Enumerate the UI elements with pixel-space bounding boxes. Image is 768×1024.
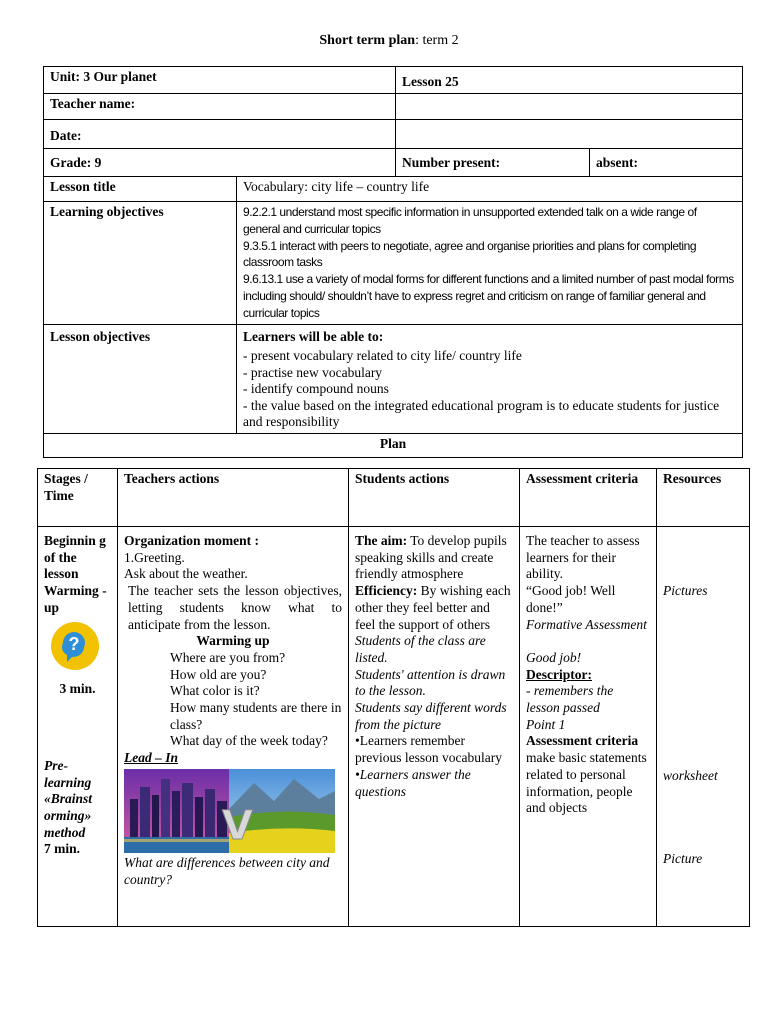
good-job-text: Good job! xyxy=(526,649,582,665)
learning-objective: 9.6.13.1 use a variety of modal forms for different functions and a limited number of past modal forms including should/ shouldn’t have to express regret and criticism on range of familiar general and curricular topics xyxy=(243,272,734,320)
lesson-cell: Lesson 25 xyxy=(396,67,743,94)
formative-assessment: Formative Assessment xyxy=(526,616,647,632)
plan-table xyxy=(37,468,750,927)
students-actions-cell xyxy=(349,527,520,927)
lesson-objective: - present vocabulary related to city life/ country life xyxy=(243,348,522,364)
student-note: Students of the class are listed. xyxy=(355,633,486,665)
warming-question: How many students are there in class? xyxy=(170,700,342,732)
student-note: Students' attention is drawn to the lesson. xyxy=(355,666,506,699)
greeting-text: 1.Greeting. xyxy=(124,549,185,565)
assessment-praise: “Good job! Well done!” xyxy=(526,583,616,615)
date-cell: Date: xyxy=(44,120,396,149)
warming-question: How old are you? xyxy=(170,666,267,682)
assessment-criteria-heading: Assessment criteria xyxy=(526,733,639,749)
lesson-objective: - the value based on the integrated educational program is to educate students for justice and responsibility xyxy=(243,397,720,430)
col-header-teachers: Teachers actions xyxy=(118,469,349,527)
warming-question: What color is it? xyxy=(170,683,260,699)
lead-in-heading: Lead – In xyxy=(124,750,178,766)
col-header-students: Students actions xyxy=(349,469,520,527)
lesson-objectives-label: Lesson objectives xyxy=(44,324,237,433)
resource-item: worksheet xyxy=(663,767,718,783)
stage-pre-learning-time: 7 min. xyxy=(44,841,81,857)
objectives-text: The teacher sets the lesson objectives, letting students know what to anticipate from the lesson. xyxy=(128,583,342,632)
assessment-cell xyxy=(520,527,657,927)
teacher-name-value xyxy=(396,94,743,120)
organization-heading: Organization moment : xyxy=(124,533,259,548)
descriptor-text: - remembers the lesson passed xyxy=(526,683,614,716)
lesson-objective: - identify compound nouns xyxy=(243,381,389,397)
remember-text: •Learners remember previous lesson vocabulary xyxy=(355,733,502,766)
answer-text: •Learners answer the questions xyxy=(355,766,471,799)
learning-objective: 9.3.5.1 interact with peers to negotiate, agree and organise priorities and plans for completing classroom tasks xyxy=(243,238,697,270)
aim-text: The aim: To develop pupils speaking skills and create friendly atmosphere xyxy=(355,533,507,582)
lesson-objective: - practise new vocabulary xyxy=(243,364,383,380)
lesson-info-table xyxy=(43,66,743,458)
stage-pre-learning: Pre-learning «Brainst orming» method xyxy=(44,757,93,840)
warming-up-heading: Warming up xyxy=(196,633,270,649)
col-header-assessment: Assessment criteria xyxy=(520,469,657,527)
image-letter: V xyxy=(222,802,253,849)
stage-beginning: Beginnin g of the lesson Warming -up xyxy=(44,533,107,615)
teacher-name-cell: Teacher name: xyxy=(44,94,396,120)
stage-beginning-time: 3 min. xyxy=(59,681,96,697)
plan-heading: Plan xyxy=(44,433,743,457)
absent-cell: absent: xyxy=(590,149,743,177)
resource-item: Pictures xyxy=(663,583,708,598)
unit-cell: Unit: 3 Our planet xyxy=(44,67,396,94)
student-note: Students say different words from the picture xyxy=(355,700,507,732)
svg-text:?: ? xyxy=(68,633,80,654)
descriptor-heading: Descriptor: xyxy=(526,666,592,682)
lead-in-question: What are differences between city and country? xyxy=(124,854,330,887)
weather-text: Ask about the weather. xyxy=(124,566,248,582)
assessment-intro: The teacher to assess learners for their ability. xyxy=(526,533,640,582)
teacher-actions-cell xyxy=(118,527,349,927)
learning-objectives-list xyxy=(237,202,743,325)
question-icon xyxy=(50,621,100,671)
col-header-resources: Resources xyxy=(657,469,750,527)
point-text: Point 1 xyxy=(526,716,566,732)
warming-question: Where are you from? xyxy=(170,649,286,665)
assessment-criteria-text: make basic statements related to personal information, people and objects xyxy=(526,750,647,816)
resources-cell xyxy=(657,527,750,927)
city-country-image xyxy=(124,769,335,853)
lesson-objectives-heading: Learners will be able to: xyxy=(243,328,384,344)
resource-item: Picture xyxy=(663,851,703,867)
page-title: Short term plan: term 2 xyxy=(319,33,459,48)
date-value xyxy=(396,120,743,149)
learning-objectives-label: Learning objectives xyxy=(44,202,237,325)
number-present-cell: Number present: xyxy=(396,149,590,177)
warming-question: What day of the week today? xyxy=(170,733,328,749)
grade-cell: Grade: 9 xyxy=(44,149,396,177)
efficiency-text: Efficiency: By wishing each other they feel better and feel the support of others xyxy=(355,583,511,632)
col-header-stages: Stages / Time xyxy=(38,469,118,527)
stage-cell xyxy=(38,527,118,927)
lesson-title-value: Vocabulary: city life – country life xyxy=(237,177,743,202)
lesson-objectives-list xyxy=(237,324,743,433)
learning-objective: 9.2.2.1 understand most specific information in unsupported extended talk on a wide range of general and curricular topics xyxy=(243,205,697,236)
lesson-title-label: Lesson title xyxy=(44,177,237,202)
